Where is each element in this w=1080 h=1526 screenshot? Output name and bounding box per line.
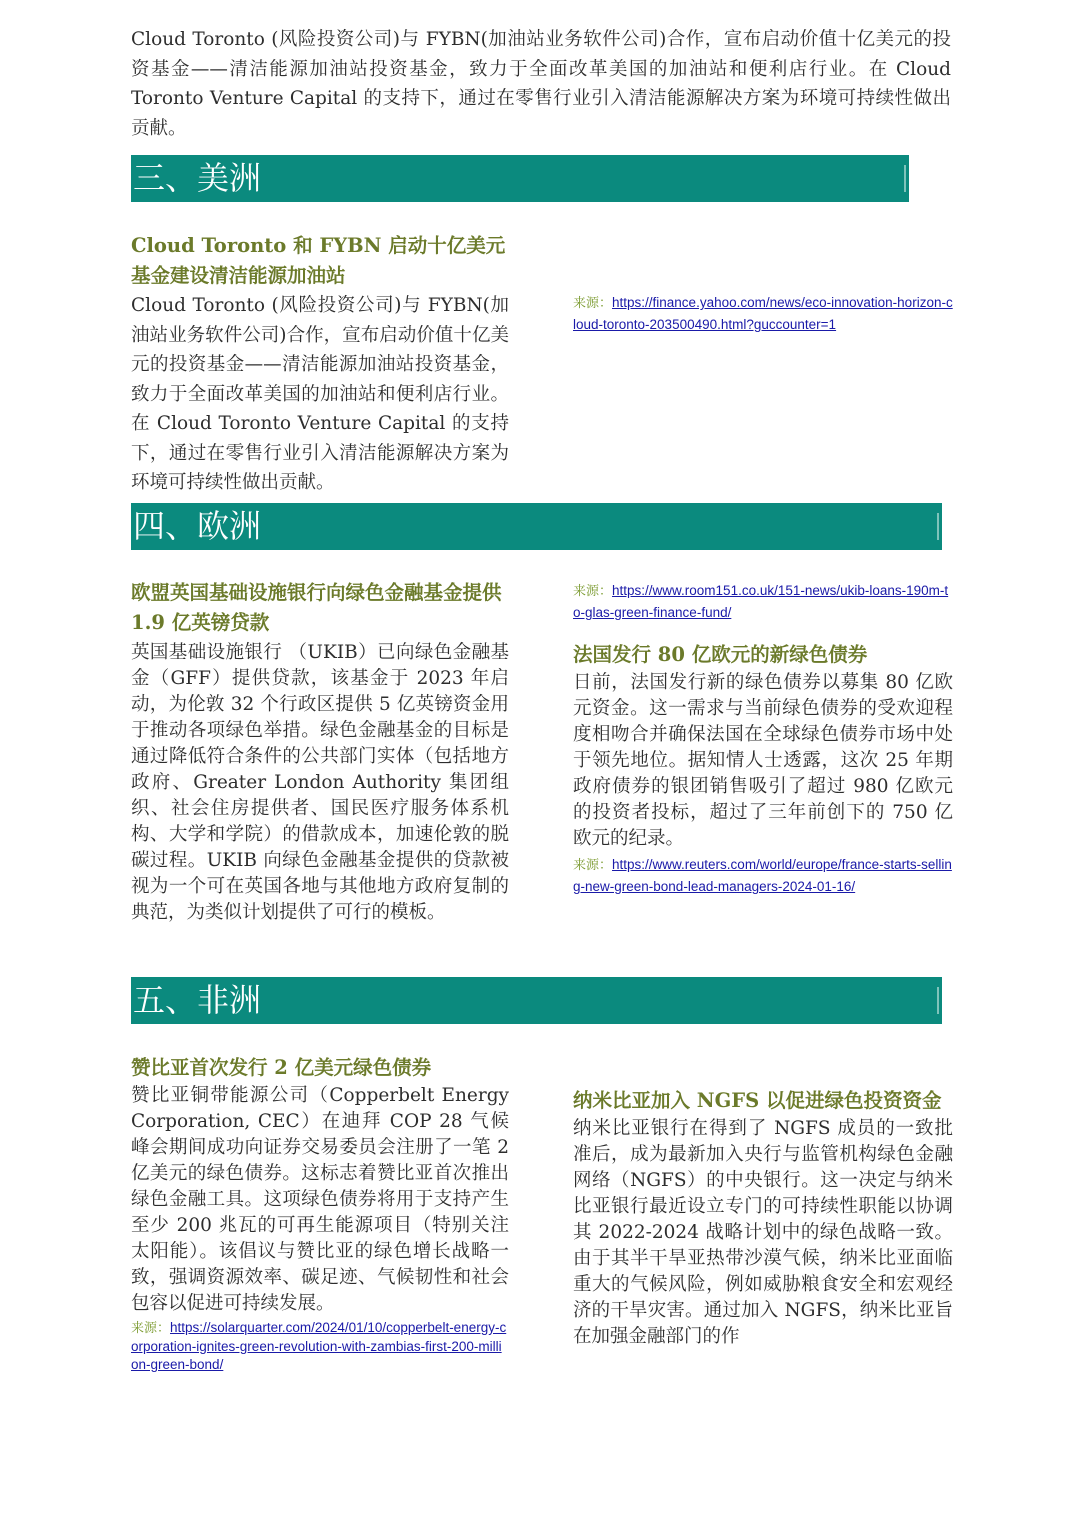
article-body: 赞比亚铜带能源公司（Copperbelt Energy Corporation, CEC）在迪拜 COP 28 气候峰会期间成功向证券交易委员会注册了一笔 2 亿美元的绿色债券。这标志着赞比亚首次推出绿色金融工具。这项绿色债券将用于支持产生至少 200 兆瓦的可再生能源项目（特别关注太阳能）。该倡议与赞比亚的绿色增长战略一致，强调资源效率、碳足迹、气候韧性和社会包容以促进可持续发展。 [131,1085,509,1314]
africa-article-2 [573,1086,953,1348]
americas-article-left [131,231,509,493]
source-link[interactable]: https://finance.yahoo.com/news/eco-innovation-horizon-cloud-toronto-203500490.html?guccounter=1 [573,295,953,332]
article-title: 法国发行 80 亿欧元的新绿色债券 [573,643,868,666]
section-heading: 四、欧洲 [133,507,262,545]
article-title: Cloud Toronto 和 FYBN 启动十亿美元基金建设清洁能源加油站 [131,234,506,287]
article-body-text: Cloud Toronto (风险投资公司)与 FYBN(加油站业务软件公司)合作，宣布启动价值十亿美元的投资基金——清洁能源加油站投资基金，致力于全面改革美国的加油站和便利店行业。在 Cloud Toronto Venture Capital 的支持下，通过在零售行业引入清洁能源解决方案为环境可持续性做出贡献。 [131,29,951,139]
europe-article-1 [131,578,509,926]
section-heading: 三、美洲 [133,159,262,197]
header-end-mark [904,165,906,192]
source-label: 来源： [131,1321,171,1336]
header-end-mark [937,987,939,1014]
article-title: 欧盟英国基础设施银行向绿色金融基金提供 1.9 亿英镑贷款 [131,581,502,634]
article-source [131,1319,509,1374]
source-link[interactable]: https://solarquarter.com/2024/01/10/copperbelt-energy-corporation-ignites-green-revolution-with-zambias-first-200-million-green-bond/ [131,1320,507,1372]
section-heading: 五、非洲 [133,981,262,1019]
source-link[interactable]: https://www.room151.co.uk/151-news/ukib-loans-190m-to-glas-green-finance-fund/ [573,583,949,620]
source-link[interactable]: https://www.reuters.com/world/europe/france-starts-selling-new-green-bond-lead-managers-2024-01-16/ [573,857,952,894]
header-end-mark [937,513,939,540]
section-header-americas [131,155,909,202]
section-header-europe [131,503,942,550]
article-body: 纳米比亚银行在得到了 NGFS 成员的一致批准后，成为最新加入央行与监管机构绿色金融网络（NGFS）的中央银行。这一决定与纳米比亚银行最近设立专门的可持续性职能以协调其 2022-2024 战略计划中的绿色战略一致。由于其半干旱亚热带沙漠气候，纳米比亚面临重大的气候风险，例如威胁粮食安全和宏观经济的干旱灾害。通过加入 NGFS，纳米比亚旨在加强金融部门的作 [573,1118,953,1347]
article-source [573,580,953,623]
article-body: 日前，法国发行新的绿色债券以募集 80 亿欧元资金。这一需求与当前绿色债券的受欢迎程度相吻合并确保法国在全球绿色债券市场中处于领先地位。据知情人士透露，这次 25 年期政府债券的银团销售吸引了超过 980 亿欧元的投资者投标，超过了三年前创下的 750 亿欧元的纪录。 [573,672,953,849]
source-label: 来源： [573,584,613,599]
section-header-africa [131,977,942,1024]
europe-article-2 [573,640,953,897]
article-body: Cloud Toronto (风险投资公司)与 FYBN(加油站业务软件公司)合作，宣布启动价值十亿美元的投资基金——清洁能源加油站投资基金，致力于全面改革美国的加油站和便利店行业。在 Cloud Toronto Venture Capital 的支持下，通过在零售行业引入清洁能源解决方案为环境可持续性做出贡献。 [131,295,509,493]
africa-article-1 [131,1053,509,1374]
article-title: 赞比亚首次发行 2 亿美元绿色债券 [131,1056,432,1079]
source-label: 来源： [573,858,613,873]
article-title: 纳米比亚加入 NGFS 以促进绿色投资资金 [573,1089,942,1112]
source-label: 来源： [573,296,613,311]
article-source [573,854,953,897]
article-source [573,292,953,335]
article-body: 英国基础设施银行 （UKIB）已向绿色金融基金（GFF）提供贷款，该基金于 2023 年启动，为伦敦 32 个行政区提供 5 亿英镑资金用于推动各项绿色举措。绿色金融基金的目标是通过降低符合条件的公共部门实体（包括地方政府、Greater London Authority 集团组织、社会住房提供者、国民医疗服务体系机构、大学和学院）的借款成本，加速伦敦的脱碳过程。UKIB 向绿色金融基金提供的贷款被视为一个可在英国各地与其他地方政府复制的典范，为类似计划提供了可行的模板。 [131,642,509,923]
europe-article-1-source [573,580,953,623]
article-body-overflow [131,0,953,143]
